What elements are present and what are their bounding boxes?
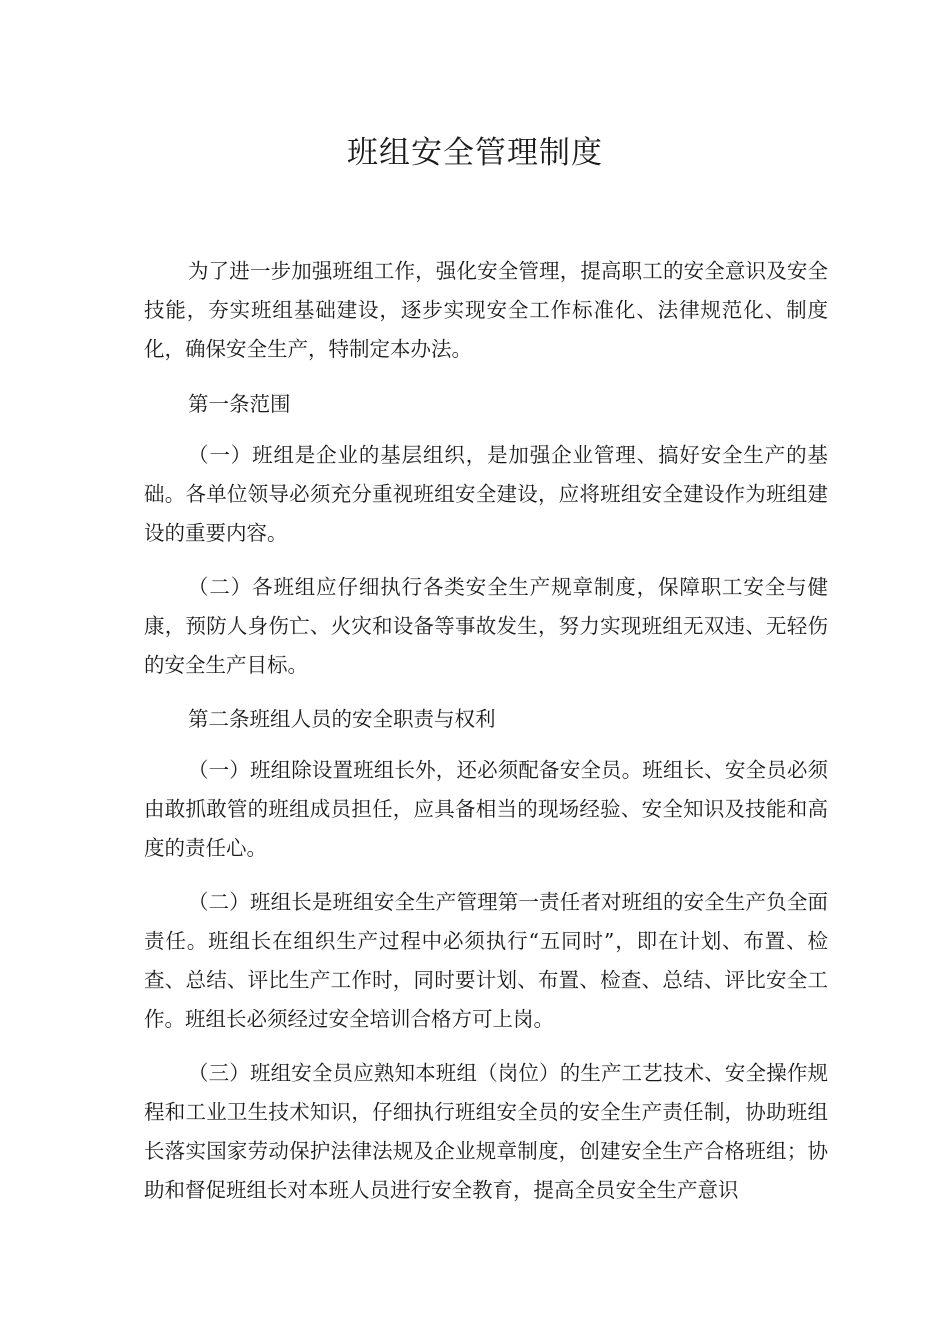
article-1-heading: 第一条范围	[188, 392, 291, 416]
document-body	[144, 252, 828, 1210]
intro-paragraph: 为了进一步加强班组工作，强化安全管理，提高职工的安全意识及安全技能，夯实班组基础建设，逐步实现安全工作标准化、法律规范化、制度化，确保安全生产，特制定本办法。	[144, 259, 828, 361]
article-2-clause-3: （三）班组安全员应熟知本班组（岗位）的生产工艺技术、安全操作规程和工业卫生技术知识，仔细执行班组安全员的安全生产责任制，协助班组长落实国家劳动保护法律法规及企业规章制度，创建安全生产合格班组；协助和督促班组长对本班人员进行安全教育，提高全员安全生产意识	[144, 1061, 828, 1202]
article-2-clause-2: （二）班组长是班组安全生产管理第一责任者对班组的安全生产负全面责任。班组长在组织生产过程中必须执行“五同时”，即在计划、布置、检查、总结、评比生产工作时，同时要计划、布置、检查、总结、评比安全工作。班组长必须经过安全培训合格方可上岗。	[144, 890, 828, 1031]
article-2-clause-1: （一）班组除设置班组长外，还必须配备安全员。班组长、安全员必须由敢抓敢管的班组成员担任，应具备相当的现场经验、安全知识及技能和高度的责任心。	[144, 758, 828, 860]
article-2-heading: 第二条班组人员的安全职责与权利	[188, 707, 496, 731]
article-1-clause-1: （一）班组是企业的基层组织，是加强企业管理、搞好安全生产的基础。各单位领导必须充分重视班组安全建设，应将班组安全建设作为班组建设的重要内容。	[144, 443, 828, 545]
article-1-clause-2: （二）各班组应仔细执行各类安全生产规章制度，保障职工安全与健康，预防人身伤亡、火灾和设备等事故发生，努力实现班组无双违、无轻伤的安全生产目标。	[144, 575, 828, 677]
document-title: 班组安全管理制度	[347, 135, 603, 171]
